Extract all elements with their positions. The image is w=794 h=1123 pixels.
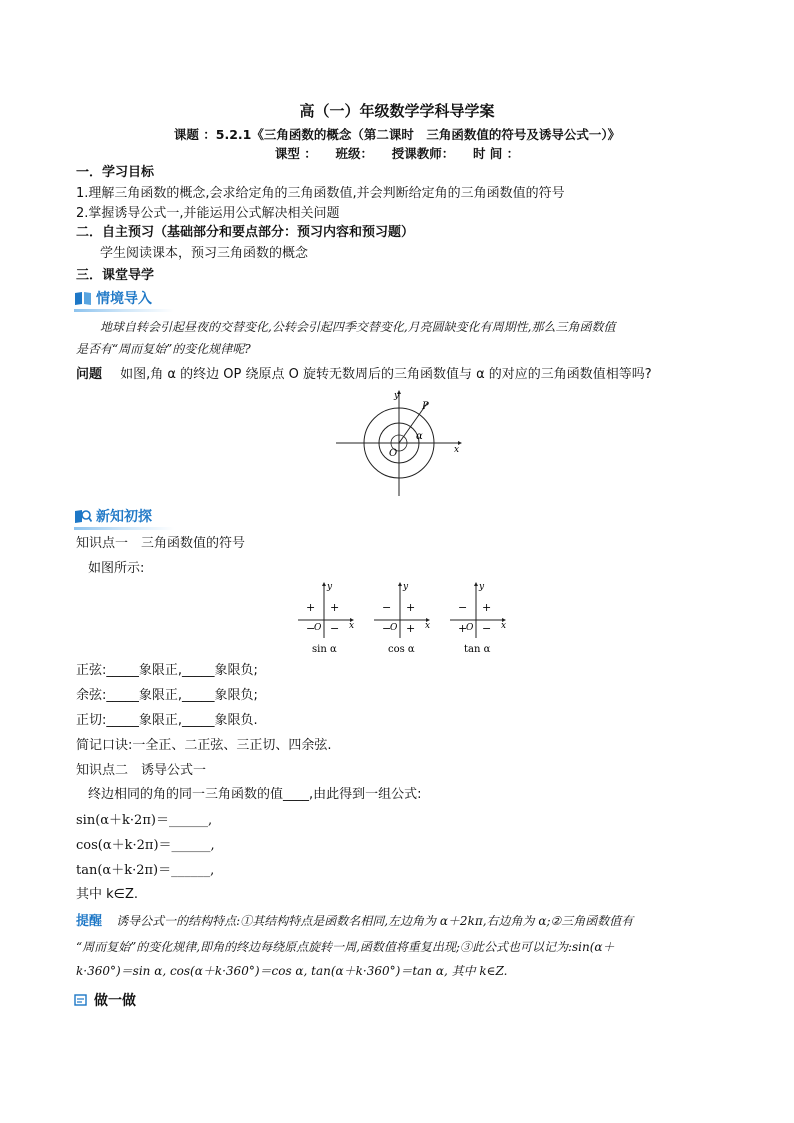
fig1-o-label: O — [389, 448, 398, 459]
formula-tan: tan(α＋k·2π)＝______, — [76, 863, 215, 878]
sign-charts — [294, 580, 514, 656]
sign-q3: − — [382, 622, 392, 635]
question-label: 问题 — [76, 367, 103, 382]
sign-chart-y-label: y — [479, 582, 485, 592]
kp2-title: 知识点二 诱导公式一 — [76, 763, 207, 778]
rotation-figure — [336, 388, 466, 498]
fig1-y-label: y — [394, 391, 400, 401]
sign-chart-y-arrow — [474, 582, 478, 586]
sign-chart-y-arrow — [322, 582, 326, 586]
badge-underline — [74, 309, 174, 312]
sign-q2: + — [306, 601, 316, 614]
section-badge-new — [74, 506, 152, 526]
sine-sign-line: 正弦:_____象限正,_____象限负; — [76, 663, 258, 678]
fig1-alpha-label: α — [416, 431, 423, 442]
sign-chart-origin-label: O — [390, 623, 398, 633]
pencil-note-icon — [74, 993, 90, 1007]
goal-1: 1.理解三角函数的概念,会求给定角的三角函数值,并会判断给定角的三角函数值的符号 — [76, 186, 565, 201]
sign-q1: + — [482, 601, 492, 614]
goals-heading: 一．学习目标 — [76, 165, 155, 180]
sign-chart-x-label: x — [349, 621, 355, 631]
tip-line-2: “周而复始”的变化规律,即角的终边每绕原点旋转一周,函数值将重复出现;③此公式也可以记为:sin(α＋ — [76, 940, 615, 954]
kp2-intro: 终边相同的角的同一三角函数的值____,由此得到一组公式: — [88, 787, 422, 802]
sign-q1: + — [406, 601, 416, 614]
k-in-z-note: 其中 k∈Z. — [76, 887, 139, 902]
question-line — [76, 366, 652, 384]
badge-underline — [74, 527, 174, 530]
kp1-title: 知识点一 三角函数值的符号 — [76, 536, 246, 551]
intro-text-2: 是否有“周而复始”的变化规律呢? — [76, 342, 251, 356]
preview-text: 学生阅读课本，预习三角函数的概念 — [100, 246, 309, 261]
kp1-intro: 如图所示: — [88, 561, 145, 576]
sign-chart-origin-label: O — [466, 623, 474, 633]
tip-line-1 — [76, 912, 633, 931]
tangent-sign-line: 正切:_____象限正,_____象限负. — [76, 713, 258, 728]
sign-q2: − — [382, 601, 392, 614]
tip-label: 提醒 — [76, 914, 103, 929]
sign-q1: + — [330, 601, 340, 614]
sign-chart-y-arrow — [398, 582, 402, 586]
sign-q3: − — [306, 622, 316, 635]
fig1-x-label: x — [454, 445, 460, 455]
formula-cos: cos(α＋k·2π)＝______, — [76, 838, 215, 853]
magnifier-book-icon — [74, 508, 92, 524]
cosine-sign-line: 余弦:_____象限正,_____象限负; — [76, 688, 258, 703]
sign-chart-caption: sin α — [312, 644, 337, 655]
section-badge-do-it — [74, 990, 136, 1010]
tip-line-3: k·360°)＝sin α, cos(α＋k·360°)＝cos α, tan(α＋k·360°)＝tan α, 其中 k∈Z. — [76, 964, 508, 978]
book-icon — [74, 290, 92, 306]
sign-chart-x-label: x — [501, 621, 507, 631]
sign-chart-origin-label: O — [314, 623, 322, 633]
question-text: 如图,角 α 的终边 OP 绕原点 O 旋转无数周后的三角函数值与 α 的对应的三角函数值相等吗? — [120, 367, 652, 382]
meta-line: 课型 ： 班级： 授课教师： 时 间 ： — [274, 146, 520, 161]
sign-q4: + — [406, 622, 416, 635]
intro-text-1: 地球自转会引起昼夜的交替变化,公转会引起四季交替变化,月亮圆缺变化有周期性,那么三角函数值 — [100, 320, 616, 334]
sign-q2: − — [458, 601, 468, 614]
sign-charts-group — [298, 582, 506, 655]
page-title: 高（一）年级数学学科导学案 — [299, 102, 495, 120]
lesson-topic: 课题 ：5.2.1《三角函数的概念（第二课时 三角函数值的符号及诱导公式一）》 — [173, 127, 621, 142]
goal-2: 2.掌握诱导公式一,并能运用公式解决相关问题 — [76, 206, 340, 221]
sign-chart-caption: tan α — [464, 644, 491, 655]
section-badge-intro — [74, 288, 152, 308]
sign-chart-x-label: x — [425, 621, 431, 631]
badge-new-label: 新知初探 — [96, 509, 152, 525]
fig1-p-label: P — [422, 401, 429, 412]
sign-q3: + — [458, 622, 468, 635]
tip-text-1: 诱导公式一的结构特点:①其结构特点是函数名相同,左边角为 α＋2kπ,右边角为 α;②三角函数值有 — [116, 914, 634, 928]
sign-q4: − — [330, 622, 340, 635]
do-it-label: 做一做 — [94, 993, 136, 1009]
sign-chart-caption: cos α — [388, 644, 415, 655]
sign-chart-y-label: y — [403, 582, 409, 592]
sign-q4: − — [482, 622, 492, 635]
sign-chart-y-label: y — [327, 582, 333, 592]
guide-heading: 三．课堂导学 — [76, 268, 155, 283]
preview-heading: 二．自主预习（基础部分和要点部分：预习内容和预习题） — [76, 225, 415, 240]
formula-sin: sin(α＋k·2π)＝______, — [76, 813, 213, 828]
mnemonic-line: 简记口诀:一全正、二正弦、三正切、四余弦. — [76, 738, 332, 753]
badge-intro-label: 情境导入 — [96, 291, 152, 307]
